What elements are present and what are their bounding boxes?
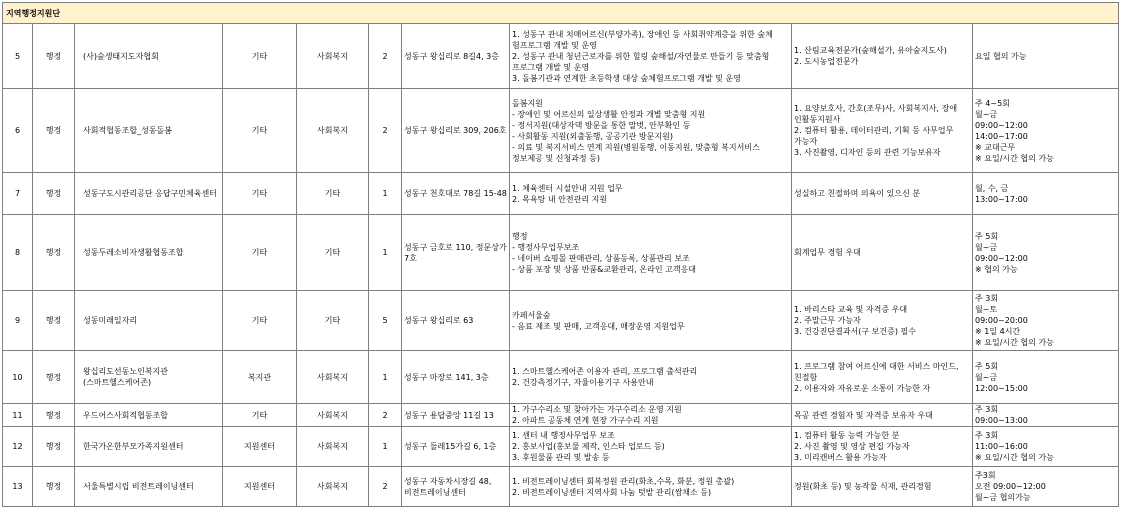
service-field: 사회복지 <box>297 467 369 507</box>
working-hours-line: 월~금 협의가능 <box>975 493 1031 502</box>
table-row <box>3 467 1119 507</box>
service-field: 기타 <box>297 291 369 351</box>
qualifications <box>792 89 973 173</box>
qualifications <box>792 427 973 467</box>
qualifications-line: 3. 미리캔버스 활용 가능자 <box>794 453 887 462</box>
qualifications-line: 1. 산림교육전문가(숲해설가, 유아숲지도사) <box>794 46 947 55</box>
duties <box>510 291 792 351</box>
address: 성동구 금호로 110, 정문상가 7호 <box>402 215 510 291</box>
volunteer-count: 2 <box>369 24 402 89</box>
duties-line: - 음료 제조 및 판매, 고객응대, 매장운영 지원업무 <box>512 321 685 331</box>
working-hours <box>973 467 1119 507</box>
organization-name: (사)숲생태지도자협회 <box>75 24 223 89</box>
duties-line: 3. 돌봄기관과 연계한 초등학생 대상 숲체험프로그램 개발 및 운영 <box>512 73 741 83</box>
row-number: 8 <box>3 215 33 291</box>
duties <box>510 467 792 507</box>
service-field: 사회복지 <box>297 404 369 427</box>
table-row <box>3 89 1119 173</box>
duties-line: 2. 비전트레이닝센터 지역사회 나눔 텃밭 관리(쌈채소 등) <box>512 487 712 497</box>
section-title: 지역행정지원단 <box>3 3 1119 24</box>
org-category: 기타 <box>223 89 297 173</box>
service-field: 사회복지 <box>297 427 369 467</box>
service-field: 사회복지 <box>297 89 369 173</box>
table-row <box>3 24 1119 89</box>
working-hours-line: 주 5회 <box>975 361 999 371</box>
duties-line: 2. 목욕탕 내 안전관리 지원 <box>512 194 608 204</box>
org-category: 기타 <box>223 291 297 351</box>
duties-line: 2. 건강측정기구, 자율이용기구 사용안내 <box>512 378 654 387</box>
working-hours-line: ※ 교대근무 <box>975 142 1016 152</box>
duties-line: - 의료 및 복지서비스 연계 지원(병원동행, 이동지원, 맞춤형 복지서비스 <box>512 142 760 152</box>
duties-line: - 행정사무업무보조 <box>512 242 580 252</box>
address: 성동구 용답중앙 11길 13 <box>402 404 510 427</box>
qualifications-line: 1. 요양보호사, 간호(조무)사, 사회복지사, 장애 <box>794 104 958 113</box>
qualifications-line: 3. 사진촬영, 디자인 등의 관련 기능보유자 <box>794 148 941 157</box>
qualifications-line: 목공 관련 경험자 및 자격증 보유자 우대 <box>794 410 933 420</box>
working-hours-line: 오전 09:00~12:00 <box>975 482 1046 491</box>
qualifications-line: 2. 주말근무 가능자 <box>794 316 861 325</box>
table-row <box>3 427 1119 467</box>
duties-line: - 정서지원(대상자댁 방문을 통한 말벗, 안부확인 등 <box>512 120 691 130</box>
qualifications <box>792 24 973 89</box>
working-hours <box>973 89 1119 173</box>
row-type: 행정 <box>33 427 75 467</box>
organization-name: 성동두레소비자생활협동조합 <box>75 215 223 291</box>
qualifications <box>792 467 973 507</box>
row-number: 5 <box>3 24 33 89</box>
working-hours-line: 12:00~15:00 <box>975 383 1028 393</box>
address: 성동구 천호대로 78길 15-48 <box>402 173 510 215</box>
duties-line: - 상품 포장 및 상품 반품&교환관리, 온라인 고객응대 <box>512 264 697 274</box>
table-row <box>3 404 1119 427</box>
duties-line: 정보제공 및 신청과정 등) <box>512 153 601 163</box>
working-hours-line: 주 4~5회 <box>975 98 1010 108</box>
org-category: 기타 <box>223 404 297 427</box>
working-hours <box>973 215 1119 291</box>
working-hours-line: 주 3회 <box>975 405 999 414</box>
working-hours-line: 09:00~13:00 <box>975 416 1028 425</box>
duties <box>510 427 792 467</box>
row-number: 9 <box>3 291 33 351</box>
row-number: 11 <box>3 404 33 427</box>
working-hours <box>973 351 1119 404</box>
row-type: 행정 <box>33 173 75 215</box>
duties-line: - 네이버 쇼핑몰 판매관리, 상품등록, 상품관리 보조 <box>512 253 690 263</box>
working-hours-line: 주 3회 <box>975 431 999 440</box>
working-hours <box>973 427 1119 467</box>
duties-line: - 장애인 및 어르신의 일상생활 안정과 개별 맞춤형 지원 <box>512 109 706 119</box>
duties-line: 2. 아파트 공동체 연계 현장 가구수리 지원 <box>512 416 659 425</box>
duties-line: 2. 홍보사업(홍보물 제작, 인스타 업로드 등) <box>512 442 665 451</box>
working-hours <box>973 291 1119 351</box>
duties-line: 돌봄지원 <box>512 98 543 108</box>
duties-line: 프로그램 개발 및 운영 <box>512 62 590 72</box>
working-hours-line: 09:00~20:00 <box>975 316 1028 325</box>
working-hours <box>973 173 1119 215</box>
qualifications-line: 1. 바리스타 교육 및 자격증 우대 <box>794 305 908 314</box>
row-type: 행정 <box>33 404 75 427</box>
address: 성동구 자동차시장길 48, 비전트레이닝센터 <box>402 467 510 507</box>
duties-line: 1. 센터 내 행정사무업무 보조 <box>512 431 615 440</box>
address: 성동구 왕십리로 8길4, 3층 <box>402 24 510 89</box>
organization-name: 성동구도시관리공단 응답구민체육센터 <box>75 173 223 215</box>
organization-name: 성동미래일자리 <box>75 291 223 351</box>
row-type: 행정 <box>33 24 75 89</box>
duties-line: 험프로그램 개발 및 운영 <box>512 40 597 50</box>
working-hours-line: 월~토 <box>975 305 998 314</box>
working-hours-line: 14:00~17:00 <box>975 131 1028 141</box>
qualifications <box>792 173 973 215</box>
duties-line: 1. 가구수리소 및 찾아가는 가구수리소 운영 지원 <box>512 405 682 414</box>
qualifications-line: 인활동지원사 <box>794 115 841 124</box>
working-hours-line: ※ 1일 4시간 <box>975 327 1021 336</box>
organization-name: 우드어스사회적협동조합 <box>75 404 223 427</box>
duties-line: 1. 체육센터 시설안내 지원 업무 <box>512 183 623 193</box>
organization-name: 왕십리도선동노인복지관 (스마트헬스케어존) <box>75 351 223 404</box>
duties <box>510 404 792 427</box>
section-header-row <box>3 3 1119 24</box>
org-category: 기타 <box>223 24 297 89</box>
volunteer-count: 2 <box>369 404 402 427</box>
table-row <box>3 351 1119 404</box>
org-category: 기타 <box>223 215 297 291</box>
organization-name: 사회적협동조합_성동돌봄 <box>75 89 223 173</box>
table-row <box>3 173 1119 215</box>
duties-line: 카페서울숲 <box>512 310 551 320</box>
qualifications-line: 1. 프로그램 참여 어르신에 대한 서비스 마인드, <box>794 361 959 371</box>
qualifications-line: 1. 컴퓨터 활동 능력 가능한 분 <box>794 431 900 440</box>
row-type: 행정 <box>33 291 75 351</box>
working-hours-line: 요일 협의 가능 <box>975 51 1027 61</box>
qualifications <box>792 215 973 291</box>
working-hours-line: ※ 요일/시간 협의 가능 <box>975 453 1054 462</box>
qualifications-line: 가능자 <box>794 137 818 146</box>
duties-line: 2. 성동구 관내 청년근로자를 위한 힐링 숲해설/자연물로 만들기 등 맞춤형 <box>512 51 770 61</box>
working-hours-line: 11:00~16:00 <box>975 442 1028 451</box>
volunteer-count: 1 <box>369 215 402 291</box>
service-field: 기타 <box>297 215 369 291</box>
working-hours <box>973 24 1119 89</box>
row-type: 행정 <box>33 215 75 291</box>
service-field: 사회복지 <box>297 351 369 404</box>
working-hours-line: ※ 요일/시간 협의 가능 <box>975 153 1054 163</box>
working-hours-line: 월~금 <box>975 242 998 252</box>
table-row <box>3 291 1119 351</box>
qualifications <box>792 351 973 404</box>
duties <box>510 24 792 89</box>
qualifications-line: 2. 컴퓨터 활용, 데이터관리, 기획 등 사무업무 <box>794 126 954 135</box>
volunteer-count: 1 <box>369 351 402 404</box>
row-number: 6 <box>3 89 33 173</box>
working-hours-line: 월, 수, 금 <box>975 183 1009 193</box>
duties-line: 1. 성동구 관내 치매어르신(부양가족), 장애인 등 사회취약계층을 위한 숲체 <box>512 29 773 39</box>
qualifications-line: 정원(화초 등) 및 농작물 식재, 관리경험 <box>794 482 932 491</box>
address: 성동구 마장로 141, 3층 <box>402 351 510 404</box>
volunteer-count: 5 <box>369 291 402 351</box>
organization-name: 서울특별시립 비전트레이닝센터 <box>75 467 223 507</box>
working-hours-line: 주3회 <box>975 471 996 480</box>
row-number: 7 <box>3 173 33 215</box>
qualifications-line: 2. 이용자와 자유로운 소통이 가능한 자 <box>794 383 931 393</box>
duties <box>510 89 792 173</box>
duties <box>510 215 792 291</box>
working-hours-line: 09:00~12:00 <box>975 120 1028 130</box>
volunteer-count: 2 <box>369 89 402 173</box>
working-hours-line: 주 5회 <box>975 231 999 241</box>
volunteer-count: 2 <box>369 467 402 507</box>
working-hours-line: 주 3회 <box>975 294 999 303</box>
row-type: 행정 <box>33 467 75 507</box>
qualifications-line: 성실하고 친절하며 의욕이 있으신 분 <box>794 189 921 198</box>
qualifications-line: 3. 건강진단결과서(구 보건증) 필수 <box>794 327 916 336</box>
row-type: 행정 <box>33 89 75 173</box>
qualifications <box>792 291 973 351</box>
qualifications-line: 2. 사진 촬영 및 영상 편집 가능자 <box>794 442 910 451</box>
row-number: 13 <box>3 467 33 507</box>
volunteer-count: 1 <box>369 173 402 215</box>
duties <box>510 351 792 404</box>
duties-line: 1. 비전트레이닝센터 회복정원 관리(화초,수목, 화분, 정원 총괄) <box>512 476 735 486</box>
volunteer-listing-table <box>2 2 1119 507</box>
address: 성동구 둘레15가길 6, 1층 <box>402 427 510 467</box>
working-hours-line: 13:00~17:00 <box>975 194 1028 204</box>
qualifications <box>792 404 973 427</box>
org-category: 지원센터 <box>223 427 297 467</box>
row-type: 행정 <box>33 351 75 404</box>
qualifications-line: 친절함 <box>794 372 818 382</box>
address: 성동구 왕십리로 309, 206호 <box>402 89 510 173</box>
working-hours-line: 월~금 <box>975 109 998 119</box>
service-field: 사회복지 <box>297 24 369 89</box>
address: 성동구 왕십리로 63 <box>402 291 510 351</box>
working-hours-line: 월~금 <box>975 372 998 382</box>
working-hours-line: 09:00~12:00 <box>975 253 1028 263</box>
working-hours <box>973 404 1119 427</box>
duties <box>510 173 792 215</box>
row-number: 12 <box>3 427 33 467</box>
working-hours-line: ※ 요일/시간 협의 가능 <box>975 338 1054 347</box>
service-field: 기타 <box>297 173 369 215</box>
qualifications-line: 회계업무 경험 우대 <box>794 248 861 257</box>
org-category: 지원센터 <box>223 467 297 507</box>
org-category: 기타 <box>223 173 297 215</box>
volunteer-count: 1 <box>369 427 402 467</box>
row-number: 10 <box>3 351 33 404</box>
qualifications-line: 2. 도시농업전문가 <box>794 57 859 66</box>
working-hours-line: ※ 협의 가능 <box>975 264 1018 274</box>
duties-line: 행정 <box>512 231 528 241</box>
org-category: 복지관 <box>223 351 297 404</box>
duties-line: 3. 후원물품 관리 및 발송 등 <box>512 453 610 462</box>
organization-name: 한국가온한부모가족지원센터 <box>75 427 223 467</box>
duties-line: 1. 스마트헬스케어존 이용자 관리, 프로그램 출석관리 <box>512 367 698 376</box>
duties-line: - 사회활동 지원(외출동행, 공공기관 방문지원) <box>512 131 673 141</box>
table-row <box>3 215 1119 291</box>
